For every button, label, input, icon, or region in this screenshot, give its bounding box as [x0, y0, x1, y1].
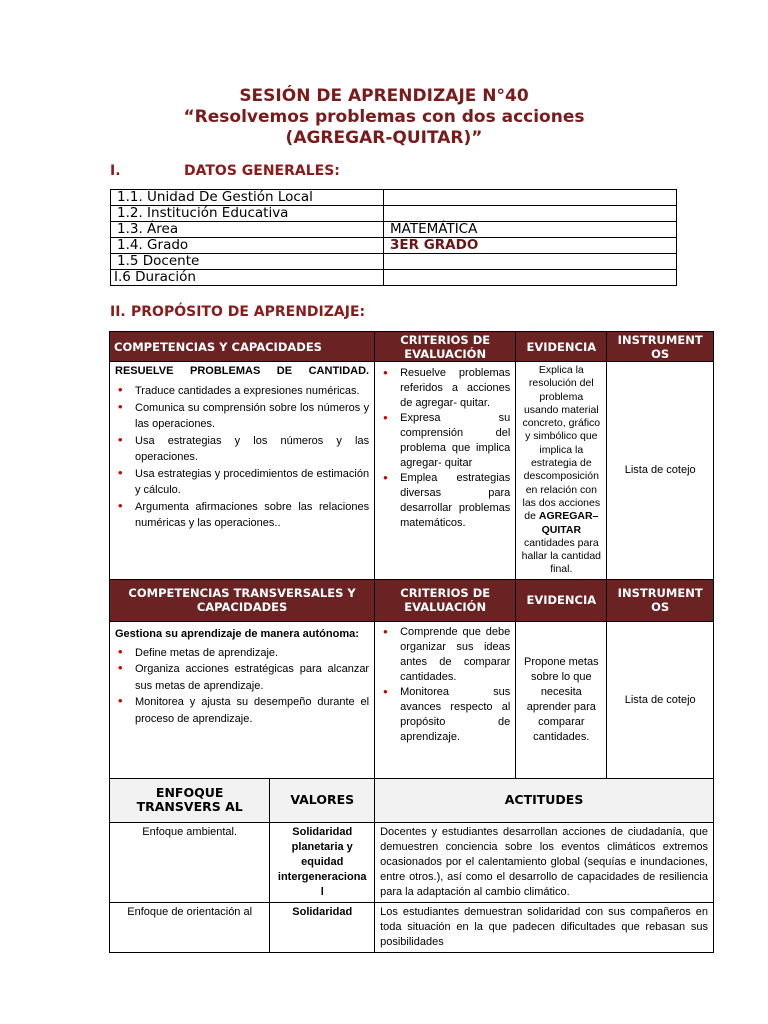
- competencia-title: Gestiona su aprendizaje de manera autónoma:: [115, 627, 359, 640]
- list-item: • Usa estrategias y procedimientos de estimación y cálculo.: [135, 466, 369, 499]
- session-subtitle-line1: “Resolvemos problemas con dos acciones: [183, 107, 585, 127]
- datos-value: 3ER GRADO: [384, 238, 677, 254]
- datos-label: 1.4. Grado: [111, 238, 384, 254]
- table-row: [110, 362, 714, 580]
- list-item: • Monitorea sus avances respecto al propósito de aprendizaje.: [400, 685, 510, 745]
- competencia-cell: [110, 362, 375, 580]
- criterios-cell: [375, 621, 516, 778]
- datos-value: [384, 206, 677, 222]
- datos-label: 1.3. Área: [111, 222, 384, 238]
- instrumento-cell: Lista de cotejo: [607, 362, 714, 580]
- table-header-row: [110, 332, 714, 362]
- criterios-list: [380, 366, 510, 531]
- datos-label: 1.1. Unidad De Gestión Local: [111, 190, 384, 206]
- evidencia-bold-text: AGREGAR–QUITAR: [538, 510, 599, 536]
- header-evidencia: EVIDENCIA: [516, 332, 607, 362]
- section1-title: DATOS GENERALES:: [184, 163, 340, 179]
- header-competencias-transversales: COMPETENCIAS TRANSVERSALES Y CAPACIDADES: [110, 579, 375, 621]
- datos-label: I.6 Duración: [111, 270, 384, 286]
- actitud-cell: Docentes y estudiantes desarrollan acciones de ciudadanía, que demuestren conciencia sobre los eventos climáticos extremos ocasionados por el calentamiento global (sequías e inundaciones, entre otros.), así como el desarrollo de capacidades de resiliencia para la adaptación al cambio climático.: [375, 822, 714, 902]
- criterios-list: [380, 625, 510, 745]
- evidencia-cell: Propone metas sobre lo que necesita aprender para comparar cantidades.: [516, 621, 607, 778]
- actitud-cell: Los estudiantes demuestran solidaridad con sus compañeros en toda situación en la que padecen dificultades que rebasan sus posibilidades: [375, 902, 714, 952]
- list-item: • Emplea estrategias diversas para desarrollar problemas matemáticos.: [400, 471, 510, 531]
- list-item: • Monitorea y ajusta su desempeño durante el proceso de aprendizaje.: [135, 694, 369, 727]
- evidencia-cell: [516, 362, 607, 580]
- session-title: SESIÓN DE APRENDIZAJE N°40: [239, 86, 529, 106]
- enfoque-cell: Enfoque de orientación al: [110, 902, 270, 952]
- table-row: [110, 621, 714, 778]
- header-valores: VALORES: [270, 778, 375, 822]
- header-criterios: CRITERIOS DE EVALUACIÓN: [375, 332, 516, 362]
- section2-number: II.: [110, 304, 126, 320]
- list-item: • Comunica su comprensión sobre los números y las operaciones.: [135, 400, 369, 433]
- header-actitudes: ACTITUDES: [375, 778, 714, 822]
- list-item: • Usa estrategias y los números y las operaciones.: [135, 433, 369, 466]
- evidencia-text: Explica la resolución del problema usando material concreto, gráfico y simbólico que implica la estrategia de descomposición en relación con las dos acciones de: [522, 364, 601, 523]
- competencia-cell: [110, 621, 375, 778]
- datos-value: [384, 190, 677, 206]
- list-item: • Expresa su comprensión del problema que implica agregar- quitar: [400, 411, 510, 471]
- table-row: [111, 270, 677, 286]
- criterios-cell: [375, 362, 516, 580]
- table-row: [110, 822, 714, 902]
- datos-generales-table: [110, 189, 677, 286]
- table-row: [111, 190, 677, 206]
- table-row: [111, 238, 677, 254]
- valor-cell: Solidaridad: [270, 902, 375, 952]
- competencia-title: RESUELVE PROBLEMAS DE CANTIDAD.: [115, 365, 370, 377]
- datos-value: [384, 270, 677, 286]
- list-item: • Argumenta afirmaciones sobre las relaciones numéricas y las operaciones..: [135, 499, 369, 532]
- header-evidencia: EVIDENCIA: [516, 579, 607, 621]
- capacidades-list: [115, 383, 369, 532]
- section1-number: I.: [110, 163, 121, 179]
- header-instrumentos: INSTRUMENT OS: [607, 579, 714, 621]
- header-criterios: CRITERIOS DE EVALUACIÓN: [375, 579, 516, 621]
- table-row: [111, 254, 677, 270]
- list-item: • Define metas de aprendizaje.: [135, 645, 369, 662]
- table-header-row: [110, 778, 714, 822]
- valor-cell: Solidaridad planetaria y equidad intergeneraciona l: [270, 822, 375, 902]
- list-item: • Organiza acciones estratégicas para alcanzar sus metas de aprendizaje.: [135, 661, 369, 694]
- table-header-row: [110, 579, 714, 621]
- enfoque-cell: Enfoque ambiental.: [110, 822, 270, 902]
- table-row: [110, 902, 714, 952]
- datos-value: MATEMÁTICA: [384, 222, 677, 238]
- header-enfoque: ENFOQUE TRANSVERS AL: [110, 778, 270, 822]
- evidencia-text-end: cantidades para hallar la cantidad final.: [521, 536, 601, 576]
- list-item: • Resuelve problemas referidos a acciones de agregar- quitar.: [400, 366, 510, 411]
- list-item: • Comprende que debe organizar sus ideas antes de comparar cantidades.: [400, 625, 510, 685]
- datos-label: 1.2. Institución Educativa: [111, 206, 384, 222]
- header-competencias: COMPETENCIAS Y CAPACIDADES: [110, 332, 375, 362]
- section2-title: PROPÓSITO DE APRENDIZAJE:: [131, 304, 366, 320]
- list-item: • Traduce cantidades a expresiones numéricas.: [135, 383, 369, 400]
- datos-label: 1.5 Docente: [111, 254, 384, 270]
- instrumento-cell: Lista de cotejo: [607, 621, 714, 778]
- datos-value: [384, 254, 677, 270]
- proposito-table: [109, 331, 714, 953]
- session-subtitle-line2: (AGREGAR-QUITAR)”: [285, 128, 483, 148]
- table-row: [111, 206, 677, 222]
- capacidades-list: [115, 645, 369, 728]
- table-row: [111, 222, 677, 238]
- header-instrumentos: INSTRUMENT OS: [607, 332, 714, 362]
